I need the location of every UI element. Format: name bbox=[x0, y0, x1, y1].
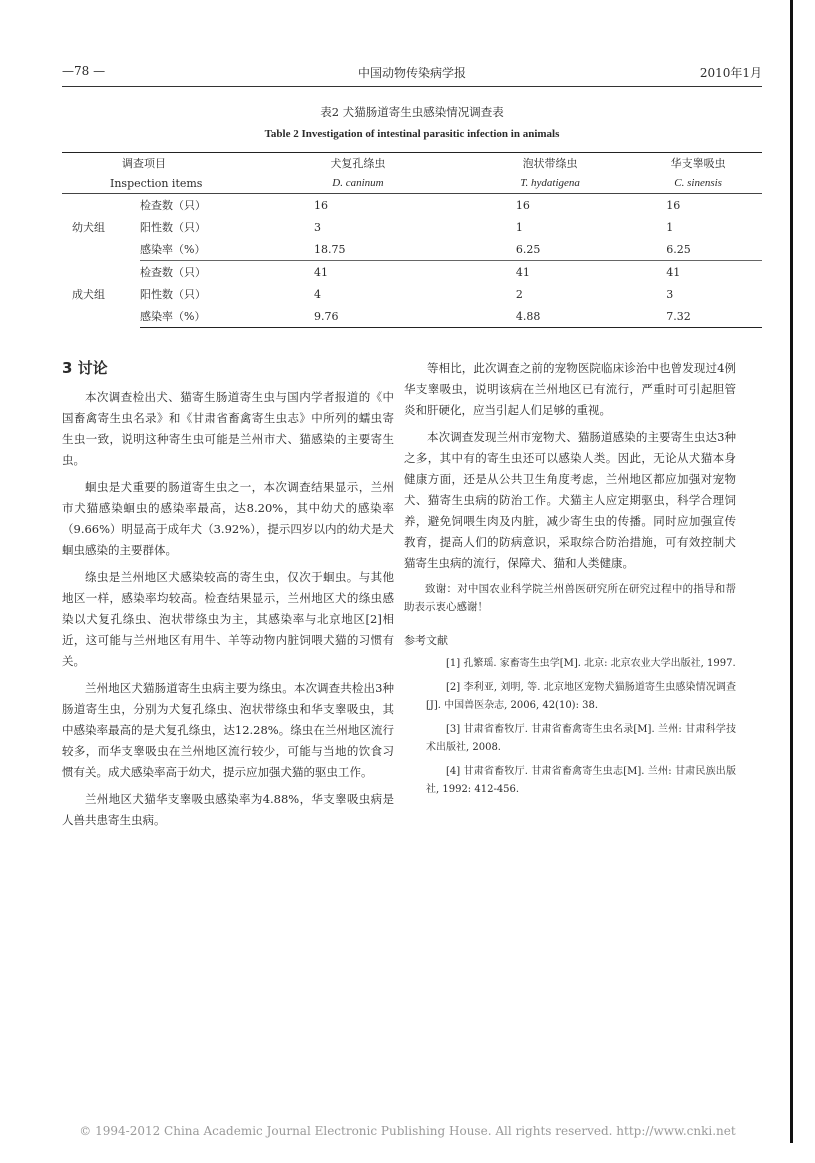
page-number: —78 — bbox=[62, 64, 106, 78]
group-label: 幼犬组 bbox=[72, 221, 105, 235]
paragraph: 蛔虫是犬重要的肠道寄生虫之一，本次调查结果显示，兰州市犬猫感染蛔虫的感染率最高，达8.20%，其中幼犬的感染率（9.66%）明显高于成年犬（3.92%），提示四岁以内的幼犬是犬蛔虫感染的主要群体。 bbox=[62, 480, 394, 557]
table-caption-zh: 表2 犬猫肠道寄生虫感染情况调查表 bbox=[320, 105, 504, 119]
cell: 4 bbox=[314, 287, 321, 301]
cell: 6.25 bbox=[634, 238, 762, 261]
row-label: 阳性数（只） bbox=[140, 288, 206, 301]
cell: 18.75 bbox=[250, 238, 466, 261]
col-header-item-zh: 调查项目 bbox=[62, 153, 250, 174]
paragraph: 绦虫是兰州地区犬感染较高的寄生虫，仅次于蛔虫。与其他地区一样，感染率均较高。检查结果显示，兰州地区犬的绦虫感染以犬复孔绦虫、泡状带绦虫为主，其感染率与北京地区[2]相近，这可能与兰州地区有用牛、羊等动物内脏饲喂犬猫的习惯有关。 bbox=[62, 570, 394, 668]
paragraph: 本次调查检出犬、猫寄生肠道寄生虫与国内学者报道的《中国畜禽寄生虫名录》和《甘肃省畜禽寄生虫志》中所列的蠕虫寄生虫一致，说明这种寄生虫可能是兰州市犬、猫感染的主要寄生虫。 bbox=[62, 390, 394, 467]
left-column bbox=[62, 358, 394, 837]
copyright-footer: © 1994-2012 China Academic Journal Electronic Publishing House. All rights reserved. http://www.cnki.net bbox=[79, 1124, 736, 1138]
section-heading: 3 讨论 bbox=[62, 359, 108, 377]
col-header-c2-en: T. hydatigena bbox=[466, 173, 634, 194]
col-header-c3-en: C. sinensis bbox=[634, 173, 762, 194]
cell: 41 bbox=[666, 265, 681, 279]
references-heading: 参考文献 bbox=[404, 634, 448, 647]
header-rule bbox=[62, 86, 762, 87]
acknowledgement: 致谢：对中国农业科学院兰州兽医研究所在研究过程中的指导和帮助表示衷心感谢！ bbox=[404, 583, 736, 613]
cell: 41 bbox=[515, 265, 530, 279]
row-label: 检查数（只） bbox=[140, 199, 206, 212]
cell: 16 bbox=[515, 198, 530, 212]
cell: 3 bbox=[314, 220, 321, 234]
paragraph: 兰州地区犬猫华支睾吸虫感染率为4.88%，华支睾吸虫病是人兽共患寄生虫病。 bbox=[62, 792, 394, 827]
col-header-c1-zh: 犬复孔绦虫 bbox=[250, 153, 466, 174]
row-label: 阳性数（只） bbox=[140, 221, 206, 234]
table-row bbox=[62, 216, 762, 238]
cell: 4.88 bbox=[466, 305, 634, 328]
right-column bbox=[404, 358, 736, 805]
cell: 7.32 bbox=[634, 305, 762, 328]
cell: 9.76 bbox=[250, 305, 466, 328]
reference-item: [4] 甘肃省畜牧厅. 甘肃省畜禽寄生虫志[M]. 兰州: 甘肃民族出版社, 1992: 412-456. bbox=[426, 766, 736, 795]
col-header-c3-zh: 华支睾吸虫 bbox=[634, 153, 762, 174]
cell: 3 bbox=[666, 287, 674, 301]
cell: 1 bbox=[666, 220, 674, 234]
reference-item: [1] 孔繁瑶. 家畜寄生虫学[M]. 北京: 北京农业大学出版社, 1997. bbox=[446, 658, 736, 669]
cell: 2 bbox=[515, 287, 523, 301]
row-label: 感染率（%） bbox=[140, 305, 250, 328]
table-row bbox=[62, 283, 762, 305]
cell: 16 bbox=[314, 198, 328, 212]
col-header-c1-en: D. caninum bbox=[250, 173, 466, 194]
cell: 1 bbox=[515, 220, 523, 234]
running-header bbox=[62, 64, 762, 84]
table-row bbox=[62, 305, 762, 328]
cell: 16 bbox=[666, 198, 681, 212]
col-header-c2-zh: 泡状带绦虫 bbox=[466, 153, 634, 174]
col-header-item-en: Inspection items bbox=[62, 173, 250, 194]
table-row bbox=[62, 238, 762, 261]
cell: 41 bbox=[314, 265, 328, 279]
row-label: 检查数（只） bbox=[140, 266, 206, 279]
reference-item: [3] 甘肃省畜牧厅. 甘肃省畜禽寄生虫名录[M]. 兰州: 甘肃科学技术出版社, 2008. bbox=[426, 724, 736, 753]
cell: 6.25 bbox=[466, 238, 634, 261]
table-row bbox=[62, 194, 762, 217]
table-caption-en: Table 2 Investigation of intestinal parasitic infection in animals bbox=[264, 128, 560, 140]
paragraph: 等相比，此次调查之前的宠物医院临床诊治中也曾发现过4例华支睾吸虫，说明该病在兰州地区已有流行，严重时可引起胆管炎和肝硬化，应当引起人们足够的重视。 bbox=[404, 361, 736, 417]
paragraph: 本次调查发现兰州市宠物犬、猫肠道感染的主要寄生虫达3种之多，其中有的寄生虫还可以感染人类。因此，无论从犬猫本身健康方面，还是从公共卫生角度考虑，兰州地区都应加强对宠物犬、猫寄生虫病的防治工作。犬猫主人应定期驱虫，科学合理饲养，避免饲喂生肉及内脏，减少寄生虫的传播。同时应加强宣传教育，提高人们的防病意识，采取综合防治措施，可有效控制犬猫寄生虫病的流行，保障犬、猫和人类健康。 bbox=[404, 430, 736, 570]
page-edge-bar bbox=[790, 0, 793, 1143]
issue-date: 2010年1月 bbox=[699, 66, 762, 80]
row-label: 感染率（%） bbox=[140, 238, 250, 261]
journal-title: 中国动物传染病学报 bbox=[357, 66, 466, 80]
table-row bbox=[62, 261, 762, 284]
paragraph: 兰州地区犬猫肠道寄生虫病主要为绦虫。本次调查共检出3种肠道寄生虫，分别为犬复孔绦虫、泡状带绦虫和华支睾吸虫，其中感染率最高的是犬复孔绦虫，达12.28%。绦虫在兰州地区流行较多，而华支睾吸虫在兰州地区流行较少，可能与当地的饮食习惯有关。成犬感染率高于幼犬，提示应加强犬猫的驱虫工作。 bbox=[62, 681, 394, 779]
reference-item: [2] 李利亚, 刘明, 等. 北京地区宠物犬猫肠道寄生虫感染情况调查[J]. 中国兽医杂志, 2006, 42(10): 38. bbox=[426, 682, 736, 711]
infection-table bbox=[62, 152, 762, 328]
group-label: 成犬组 bbox=[72, 288, 105, 301]
